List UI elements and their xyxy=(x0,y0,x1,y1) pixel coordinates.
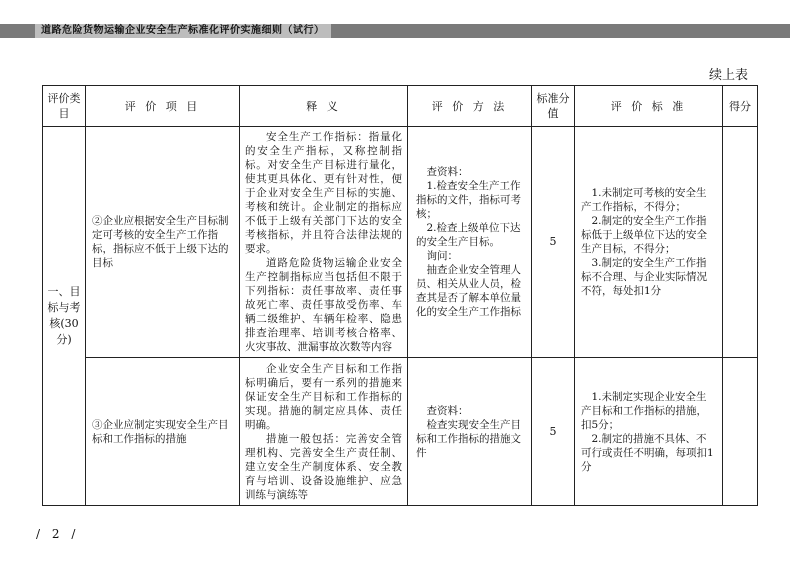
standard-line: 2.制定的措施不具体、不可行或责任不明确，每项扣1分 xyxy=(581,432,714,473)
method-cell xyxy=(408,127,532,358)
standard-line: 2.制定的安全生产工作指标低于上级单位下达的安全生产目标，不得分； xyxy=(581,215,707,255)
col-header-method: 评 价 方 法 xyxy=(408,86,532,127)
page-number: / 2 / xyxy=(36,527,80,541)
evaluation-table xyxy=(42,85,758,506)
continued-label: 续上表 xyxy=(708,68,748,83)
method-line: 询问： xyxy=(426,250,458,262)
method-line: 查资料： xyxy=(426,404,469,417)
method-line: 1.检查安全生产工作指标的文件，指标可考核； xyxy=(416,180,521,220)
definition-paragraph: 安全生产工作指标：指量化的安全生产指标，又称控制指标。对安全生产目标进行量化，使其更具体化、更有针对性，便于企业对安全生产目标的实施、考核和统计。企业制定的指标应不低于上级有关部门下达的安全考核指标，并且符合法律法规的要求。 xyxy=(245,131,402,255)
standard-score: 5 xyxy=(532,358,575,506)
standard-cell xyxy=(575,358,723,506)
standard-line: 1.未制定实现企业安全生产目标和工作指标的措施，扣5分； xyxy=(581,390,707,431)
evaluation-item: ③企业应制定实现安全生产目标和工作指标的措施 xyxy=(86,358,240,506)
method-line: 检查实现安全生产目标和工作指标的措施文件 xyxy=(416,418,521,459)
page-number-value: 2 xyxy=(51,527,64,541)
col-header-score: 标准分值 xyxy=(532,86,575,127)
method-cell xyxy=(408,358,532,506)
col-header-points: 得分 xyxy=(723,86,758,127)
table-row xyxy=(43,127,758,358)
category-cell: 一、目标与考核(30分) xyxy=(43,127,86,506)
definition-paragraph: 措施一般包括：完善安全管理机构、完善安全生产责任制、建立安全生产制度体系、安全教育与培训、设备设施维护、应急训练与演练等 xyxy=(245,432,402,501)
standard-line: 1.未制定可考核的安全生产工作指标，不得分； xyxy=(581,187,707,213)
evaluation-item: ②企业应根据安全生产目标制定可考核的安全生产工作指标，指标应不低于上级下达的目标 xyxy=(86,127,240,358)
table-row xyxy=(43,358,758,506)
col-header-definition: 释 义 xyxy=(240,86,408,127)
definition-cell xyxy=(240,358,408,506)
points-cell xyxy=(723,358,758,506)
definition-cell xyxy=(240,127,408,358)
col-header-item: 评 价 项 目 xyxy=(86,86,240,127)
standard-line: 3.制定的安全生产工作指标不合理、与企业实际情况不符，每处扣1分 xyxy=(581,257,707,297)
method-line: 抽查企业安全管理人员、相关从业人员，检查其是否了解本单位量化的安全生产工作指标 xyxy=(416,264,521,318)
definition-paragraph: 道路危险货物运输企业安全生产控制指标应当包括但不限于下列指标：责任事故率、责任事故死亡率、责任事故受伤率、车辆二级维护、车辆年检率、隐患排查治理率、培训考核合格率、火灾事故、泄漏事故次数等内容 xyxy=(245,257,402,353)
method-line: 2.检查上级单位下达的安全生产目标。 xyxy=(416,222,521,248)
method-line: 查资料： xyxy=(426,166,469,178)
running-header-title: 道路危险货物运输企业安全生产标准化评价实施细则（试行） xyxy=(35,24,331,38)
standard-score: 5 xyxy=(532,127,575,358)
points-cell xyxy=(723,127,758,358)
definition-paragraph: 企业安全生产目标和工作指标明确后，要有一系列的措施来保证安全生产目标和工作指标的实现。措施的制定应具体、责任明确。 xyxy=(245,362,402,431)
col-header-standard: 评 价 标 准 xyxy=(575,86,723,127)
table-header-row xyxy=(43,86,758,127)
col-header-category: 评价类目 xyxy=(43,86,86,127)
standard-cell xyxy=(575,127,723,358)
